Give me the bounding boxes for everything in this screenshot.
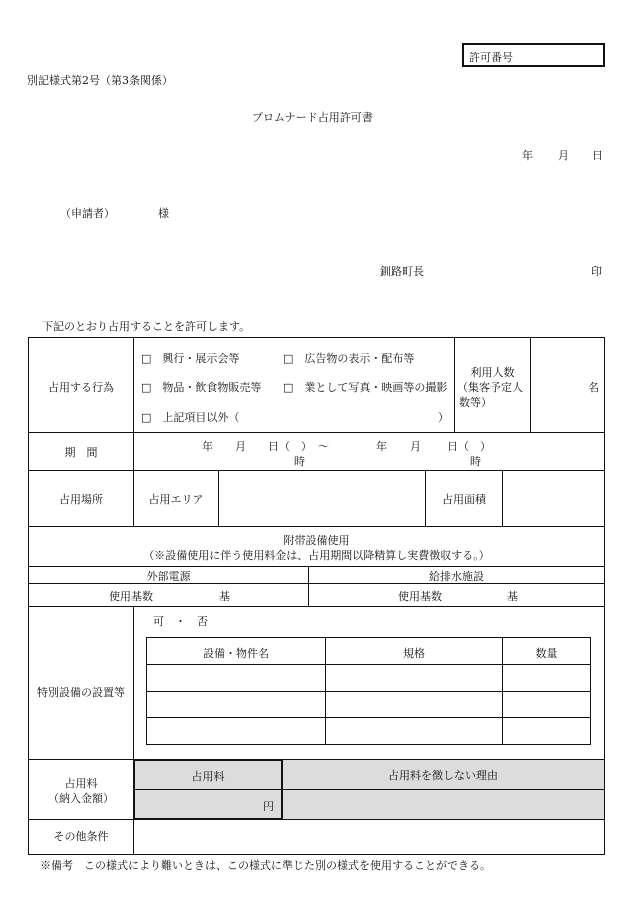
fee-unit: 円 (263, 800, 274, 813)
area-label: 占用エリア (148, 493, 204, 506)
fee-box[interactable] (133, 759, 283, 820)
other-conditions-input[interactable] (134, 820, 604, 854)
date-year: 年 (522, 149, 533, 162)
subtable-header-spec: 規格 (403, 647, 425, 660)
place-label: 占用場所 (59, 493, 103, 506)
yes-no-choice[interactable]: 可 ・ 否 (153, 615, 208, 628)
option-advertising[interactable]: □ 広告物の表示・配布等 (283, 352, 415, 365)
option-event[interactable]: □ 興行・展示会等 (141, 352, 240, 365)
users-label-2: （集客予定人 (457, 381, 523, 394)
period-start-hour: 時 (294, 455, 305, 468)
fee-label-1: 占用料 (64, 777, 98, 790)
date-month: 月 (558, 149, 569, 162)
period-end-hour: 時 (470, 455, 481, 468)
period-start-year: 年 (202, 440, 213, 453)
water-label: 給排水施設 (429, 570, 484, 583)
purpose-label: 占用する行為 (48, 381, 114, 394)
period-end-month: 月 (410, 440, 421, 453)
power-count-label: 使用基数 (109, 590, 153, 603)
area-input[interactable] (219, 471, 425, 526)
special-equipment-label: 特別設備の設置等 (37, 686, 125, 699)
remarks-note: ※備考 この様式により難いときは、この様式に準じた別の様式を使用することができる。 (40, 859, 491, 872)
period-end-year: 年 (376, 440, 387, 453)
option-filming[interactable]: □ 業として写真・映画等の撮影 (283, 381, 448, 394)
water-count-label: 使用基数 (398, 590, 442, 603)
period-tilde: ～ (318, 440, 329, 453)
permit-table (28, 337, 605, 855)
area-size-label: 占用面積 (442, 493, 486, 506)
subtable-header-name: 設備・物件名 (203, 647, 269, 660)
applicant-label: （申請者） (60, 207, 115, 220)
applicant-honorific: 様 (158, 207, 169, 220)
permit-number-label: 許可番号 (469, 51, 513, 64)
permit-number-box[interactable] (462, 43, 605, 67)
subtable-header-qty: 数量 (535, 647, 558, 660)
form-reference: 別記様式第2号（第3条関係） (27, 74, 173, 87)
power-label: 外部電源 (146, 570, 191, 583)
option-sales[interactable]: □ 物品・飲食物販売等 (141, 381, 262, 394)
equipment-subtable (146, 637, 591, 745)
period-start-month: 月 (235, 440, 246, 453)
intro-text: 下記のとおり占用することを許可します。 (42, 320, 251, 333)
issuer-seal: 印 (591, 265, 602, 278)
option-other[interactable]: □ 上記項目以外（ (141, 411, 240, 424)
issuer-name: 釧路町長 (380, 265, 424, 278)
users-unit: 名 (588, 381, 599, 394)
exempt-reason-header: 占用料を徴しない理由 (388, 769, 498, 782)
equipment-title: 附帯設備使用 (283, 534, 350, 547)
water-count-unit: 基 (507, 590, 518, 603)
power-count-unit: 基 (219, 590, 230, 603)
date-day: 日 (592, 149, 603, 162)
period-end-day: 日（ ） (447, 440, 491, 453)
fee-header: 占用料 (191, 770, 225, 783)
equipment-note: （※設備使用に伴う使用料金は、占用期間以降精算し実費徴収する。） (143, 549, 490, 562)
fee-label-2: （納入金額） (48, 792, 114, 805)
document-title: プロムナード占用許可書 (252, 111, 373, 124)
other-conditions-label: その他条件 (53, 830, 109, 843)
users-label-3: 数等） (459, 396, 492, 409)
period-start-day: 日（ ） (268, 440, 312, 453)
area-size-input[interactable] (503, 471, 604, 526)
option-other-close: ） (438, 411, 449, 424)
users-label-1: 利用人数 (470, 366, 515, 379)
period-label: 期 間 (64, 446, 98, 459)
